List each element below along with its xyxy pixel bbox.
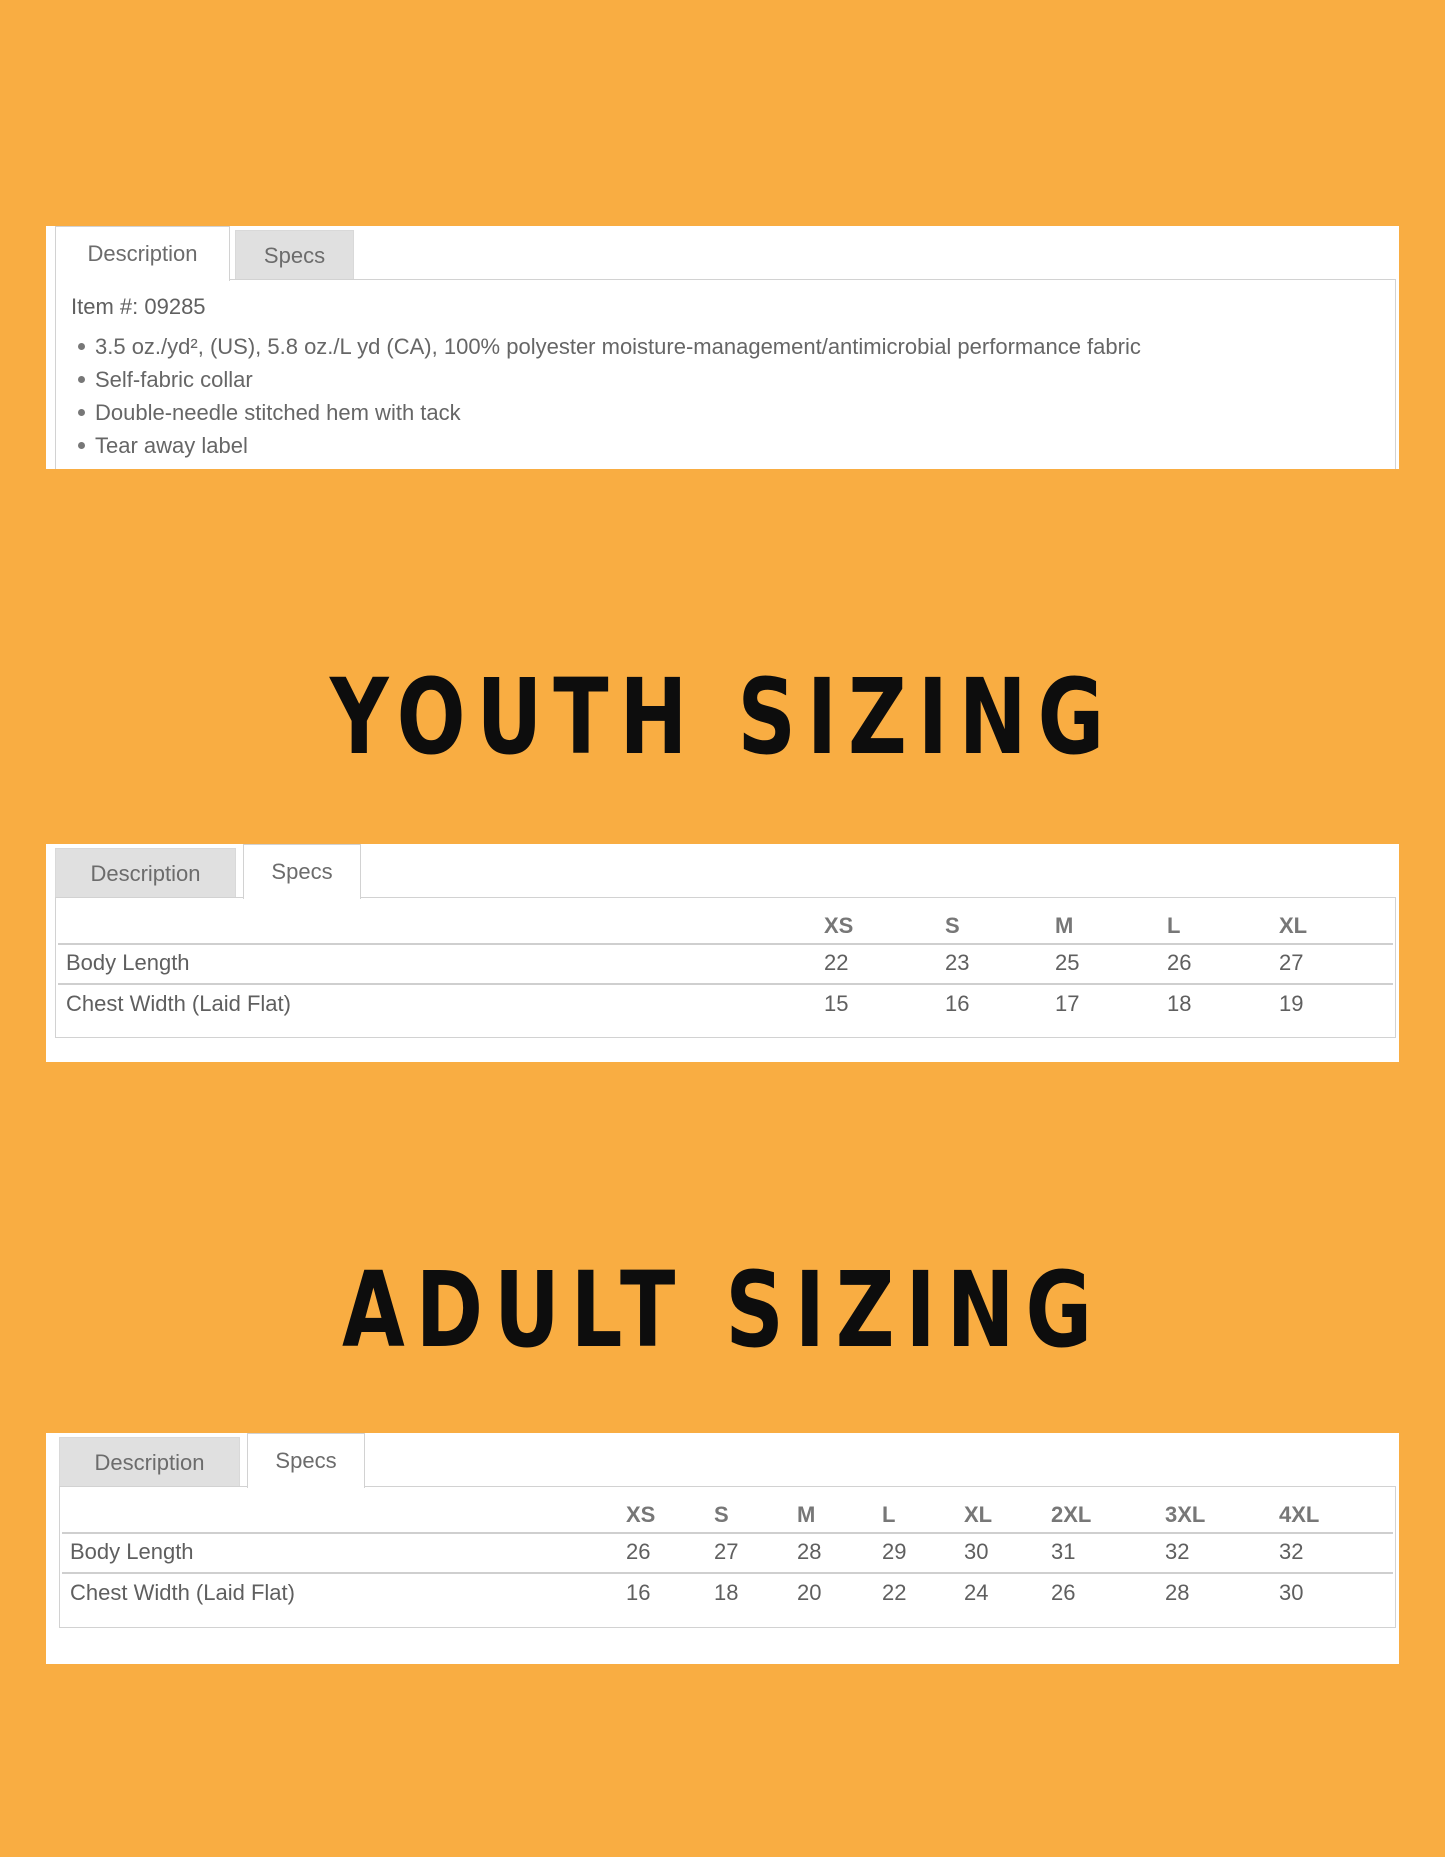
size-header: M <box>1055 913 1074 938</box>
tab-specs[interactable]: Specs <box>235 230 354 279</box>
adult-specs-content <box>59 1486 1396 1628</box>
row-label: Chest Width (Laid Flat) <box>66 991 291 1016</box>
divider <box>58 943 1393 945</box>
size-header: 3XL <box>1165 1502 1206 1527</box>
size-header: S <box>945 913 960 938</box>
bullet-icon <box>78 409 85 416</box>
description-panel <box>46 226 1399 469</box>
tab-specs[interactable]: Specs <box>247 1433 365 1488</box>
table-cell: 28 <box>1165 1580 1190 1605</box>
size-header: M <box>797 1502 816 1527</box>
table-cell: 28 <box>797 1539 822 1564</box>
feature-list <box>78 330 1141 462</box>
size-header: L <box>882 1502 896 1527</box>
divider <box>62 1572 1393 1574</box>
table-cell: 18 <box>1167 991 1192 1016</box>
table-row <box>62 1580 1393 1610</box>
tab-description[interactable]: Description <box>59 1437 240 1486</box>
table-cell: 32 <box>1279 1539 1304 1564</box>
table-cell: 18 <box>714 1580 739 1605</box>
size-header: S <box>714 1502 729 1527</box>
youth-specs-content <box>55 897 1396 1038</box>
row-label: Chest Width (Laid Flat) <box>70 1580 295 1605</box>
size-header: XL <box>964 1502 993 1527</box>
size-header: XL <box>1279 913 1308 938</box>
table-cell: 29 <box>882 1539 907 1564</box>
table-cell: 32 <box>1165 1539 1190 1564</box>
table-row <box>62 1539 1393 1569</box>
tab-description[interactable]: Description <box>55 848 236 897</box>
table-cell: 25 <box>1055 950 1080 975</box>
tab-specs[interactable]: Specs <box>243 844 361 899</box>
table-cell: 19 <box>1279 991 1304 1016</box>
size-header: XS <box>626 1502 656 1527</box>
list-item: Double-needle stitched hem with tack <box>78 396 1141 429</box>
list-item: Tear away label <box>78 429 1141 462</box>
item-number: Item #: 09285 <box>71 294 206 319</box>
table-cell: 15 <box>824 991 849 1016</box>
bullet-icon <box>78 376 85 383</box>
table-cell: 26 <box>626 1539 651 1564</box>
table-cell: 23 <box>945 950 970 975</box>
list-item: 3.5 oz./yd², (US), 5.8 oz./L yd (CA), 100% polyester moisture-management/antimicrobial performance fabric <box>78 330 1141 363</box>
table-cell: 24 <box>964 1580 989 1605</box>
tab-bar <box>55 226 1399 279</box>
divider <box>58 983 1393 985</box>
table-cell: 22 <box>824 950 849 975</box>
youth-heading: YOUTH SIZING <box>329 656 1116 778</box>
table-cell: 22 <box>882 1580 907 1605</box>
table-cell: 30 <box>1279 1580 1304 1605</box>
table-cell: 20 <box>797 1580 822 1605</box>
size-header: 2XL <box>1051 1502 1092 1527</box>
table-header-row <box>62 1502 1393 1532</box>
table-cell: 26 <box>1051 1580 1076 1605</box>
table-cell: 16 <box>626 1580 651 1605</box>
tab-description[interactable]: Description <box>55 226 230 281</box>
youth-specs-panel <box>46 844 1399 1062</box>
adult-specs-panel <box>46 1433 1399 1664</box>
row-label: Body Length <box>66 950 190 975</box>
table-cell: 31 <box>1051 1539 1076 1564</box>
bullet-icon <box>78 442 85 449</box>
adult-heading: ADULT SIZING <box>342 1249 1103 1371</box>
table-cell: 27 <box>714 1539 739 1564</box>
row-label: Body Length <box>70 1539 194 1564</box>
tab-bar <box>55 844 1399 897</box>
table-cell: 26 <box>1167 950 1192 975</box>
list-item: Self-fabric collar <box>78 363 1141 396</box>
table-header-row <box>58 913 1393 943</box>
table-row <box>58 991 1393 1021</box>
divider <box>62 1532 1393 1534</box>
size-header: 4XL <box>1279 1502 1320 1527</box>
bullet-icon <box>78 343 85 350</box>
table-cell: 17 <box>1055 991 1080 1016</box>
description-content <box>55 279 1396 469</box>
table-cell: 30 <box>964 1539 989 1564</box>
size-header: XS <box>824 913 854 938</box>
size-header: L <box>1167 913 1181 938</box>
table-cell: 16 <box>945 991 970 1016</box>
table-cell: 27 <box>1279 950 1304 975</box>
tab-bar <box>59 1433 1399 1486</box>
table-row <box>58 950 1393 980</box>
